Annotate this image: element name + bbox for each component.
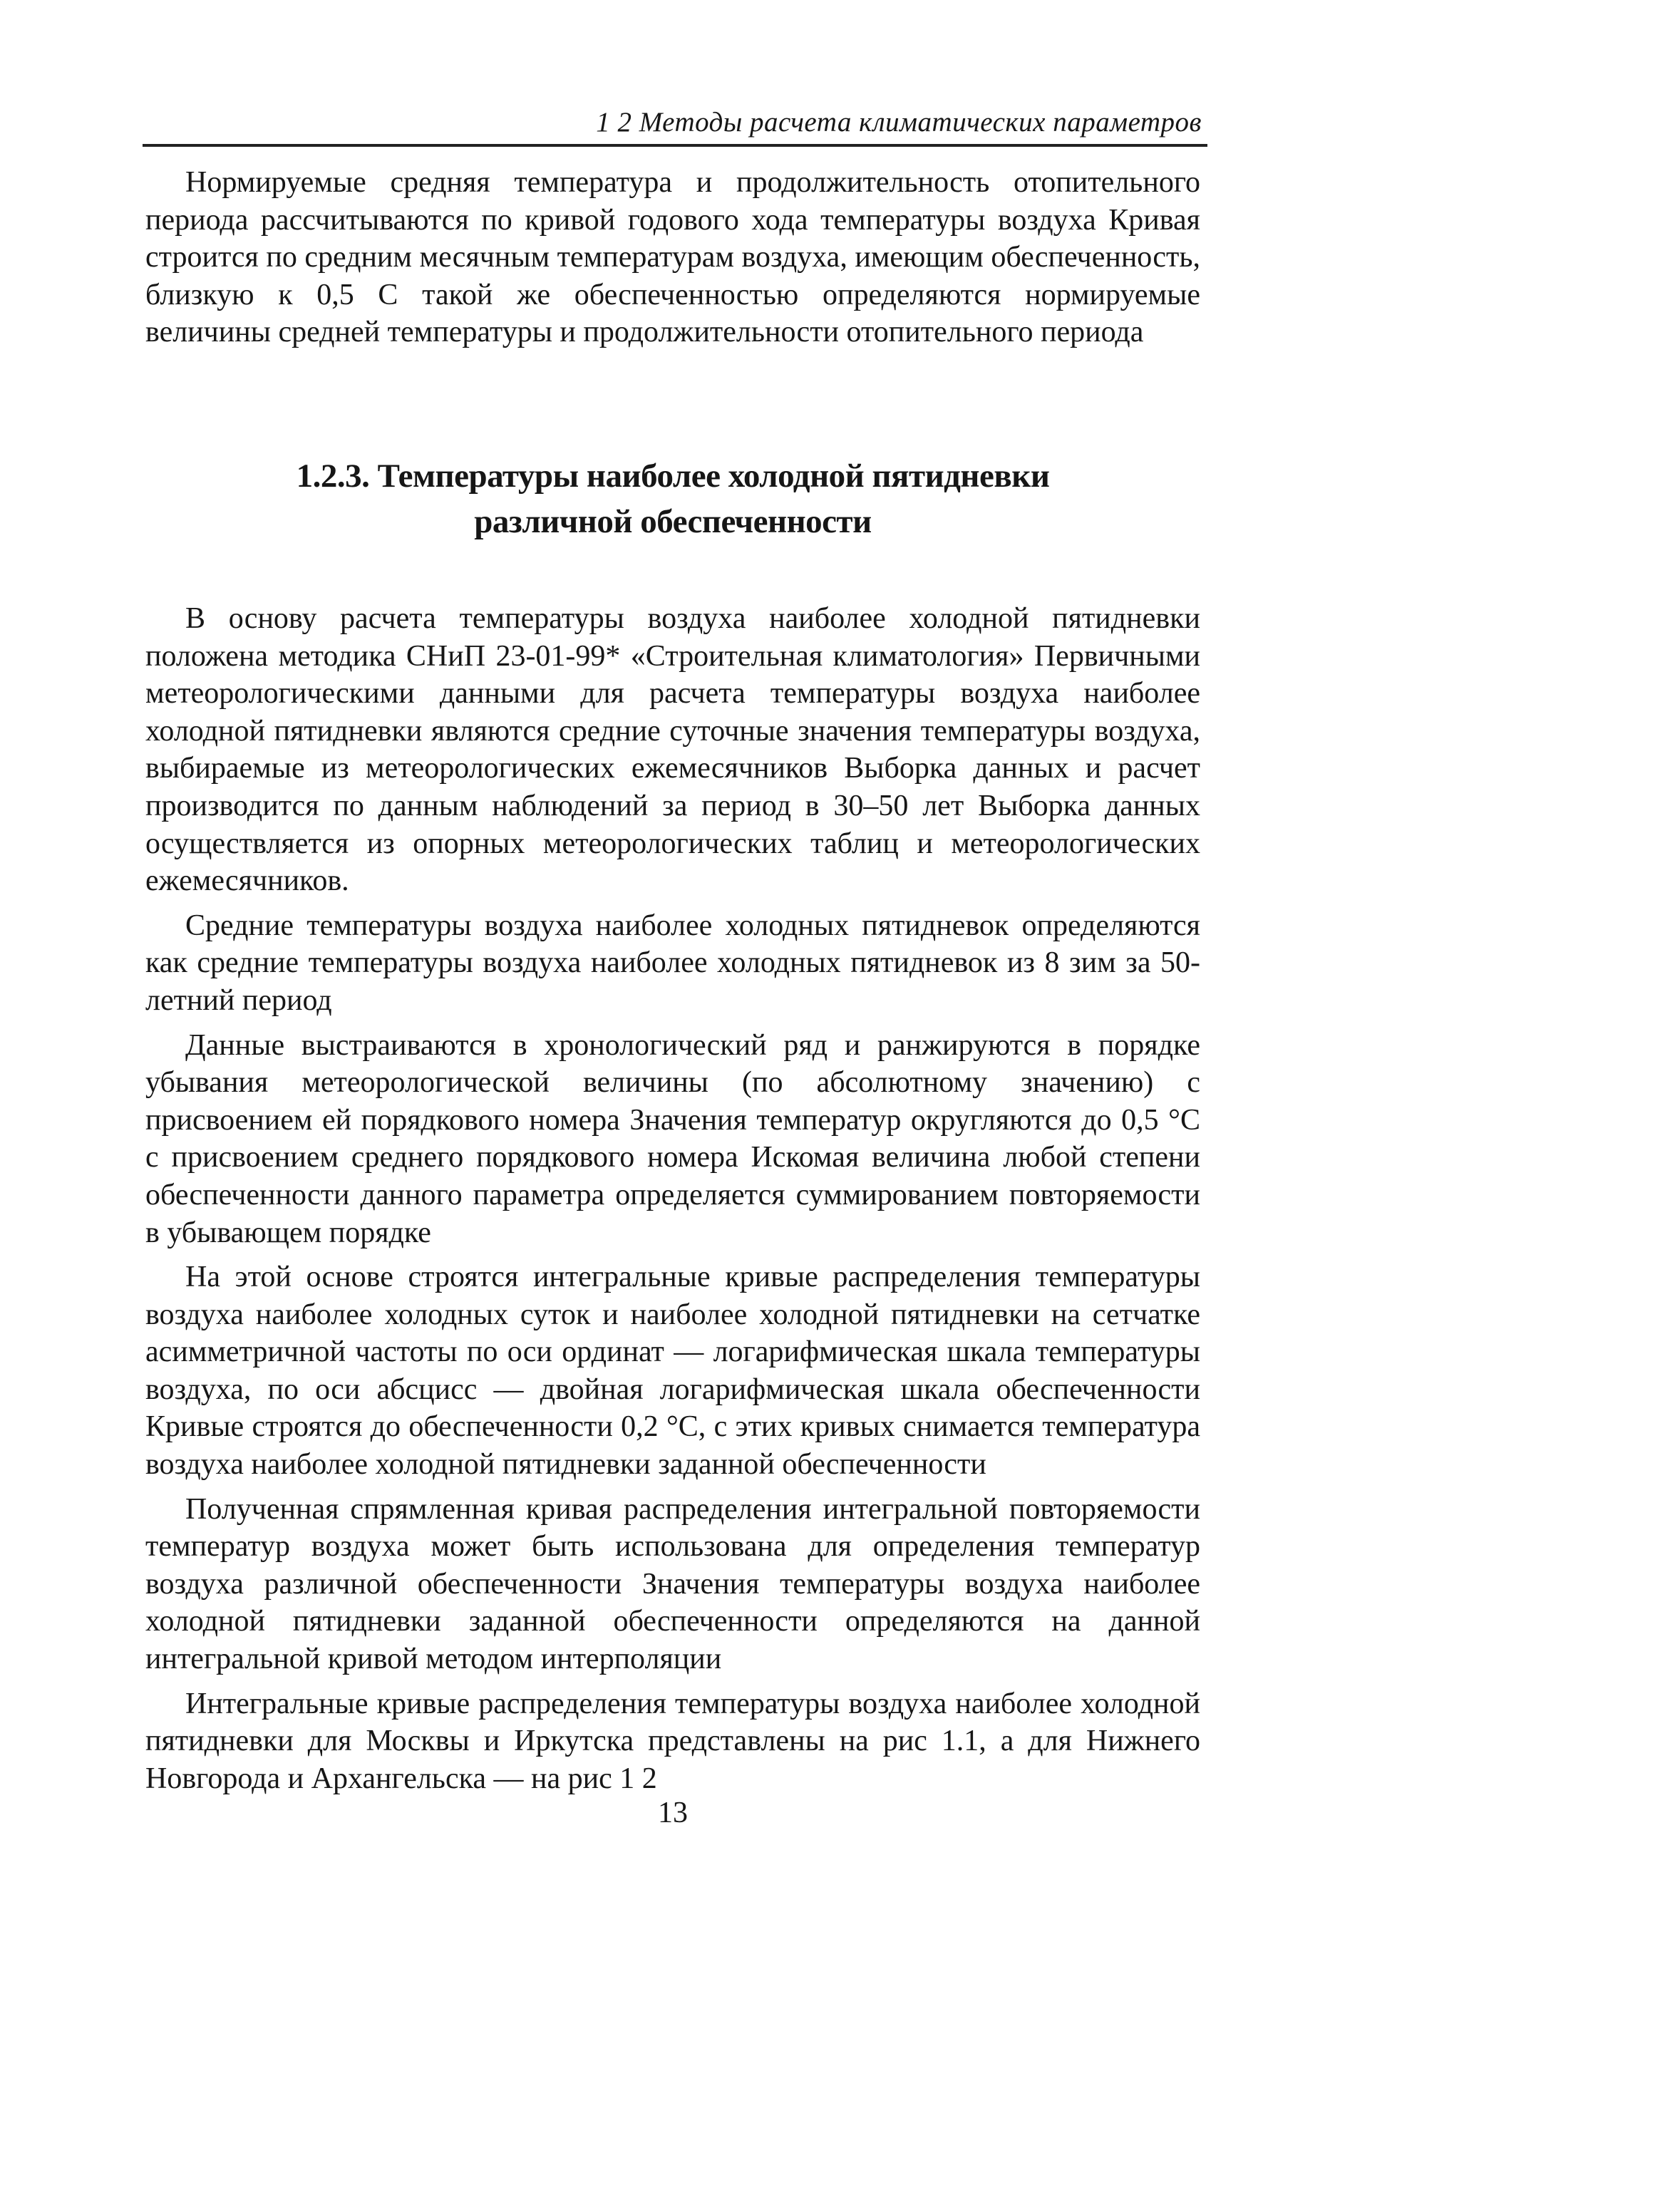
body-paragraph: На этой основе строятся интегральные кривые распределения температуры воздуха наиболее холодных суток и наиболее холодной пятидневки на сетчатке асимметричной частоты по оси ординат — логарифмическая шкала температуры воздуха, по оси абсцисс — двойная логарифмическая шкала обеспеченности Кривые строятся до обеспеченности 0,2 °С, с этих кривых снимается температура воздуха наиболее холодной пятидневки заданной обеспеченности xyxy=(145,1261,1200,1482)
running-header-text: 1 2 Методы расчета климатических параметров xyxy=(596,107,1202,138)
body-paragraph: Полученная спрямленная кривая распределения интегральной повторяемости температур воздуха может быть использована для определения температур воздуха различной обеспеченности Значения температуры воздуха наиболее холодной пятидневки заданной обеспеченности определяются на данной интегральной кривой методом интерполяции xyxy=(145,1492,1200,1676)
intro-text-block xyxy=(145,164,1200,358)
body-paragraph: В основу расчета температуры воздуха наиболее холодной пятидневки положена методика СНиП 23-01-99* «Строительная климатология» Первичными метеорологическими данными для расчета температуры воздуха наиболее холодной пятидневки являются средние суточные значения температуры воздуха, выбираемые из метеорологических ежемесячников Выборка данных и расчет производится по данным наблюдений за период в 30–50 лет Выборка данных осуществляется из опорных метеорологических таблиц и метеорологических ежемесячников. xyxy=(145,602,1200,898)
section-heading-line-1: 1.2.3. Температуры наиболее холодной пятидневки xyxy=(296,458,1050,495)
body-paragraph: Данные выстраиваются в хронологический ряд и ранжируются в порядке убывания метеорологической величины (по абсолютному значению) с присвоением ей порядкового номера Значения температур округляются до 0,5 °С с присвоением среднего порядкового номера Искомая величина любой степени обеспеченности данного параметра определяется суммированием повторяемости в убывающем порядке xyxy=(145,1028,1200,1249)
running-header xyxy=(143,104,1207,147)
section-heading xyxy=(145,453,1200,544)
section-heading-line-2: различной обеспеченности xyxy=(474,503,872,540)
main-text-block xyxy=(145,600,1200,1804)
body-paragraph: Интегральные кривые распределения температуры воздуха наиболее холодной пятидневки для Москвы и Иркутска представлены на рис 1.1, а для Нижнего Новгорода и Архангельска — на рис 1 2 xyxy=(145,1687,1200,1795)
page-number: 13 xyxy=(658,1797,688,1829)
body-paragraph: Средние температуры воздуха наиболее холодных пятидневок определяются как средние температуры воздуха наиболее холодных пятидневок из 8 зим за 50-летний период xyxy=(145,909,1200,1017)
intro-paragraph: Нормируемые средняя температура и продолжительность отопительного периода рассчитываются по кривой годового хода температуры воздуха Кривая строится по средним месячным температурам воздуха, имеющим обеспеченность, близкую к 0,5 С такой же обеспеченностью определяются нормируемые величины средней температуры и продолжительности отопительного периода xyxy=(145,166,1200,349)
